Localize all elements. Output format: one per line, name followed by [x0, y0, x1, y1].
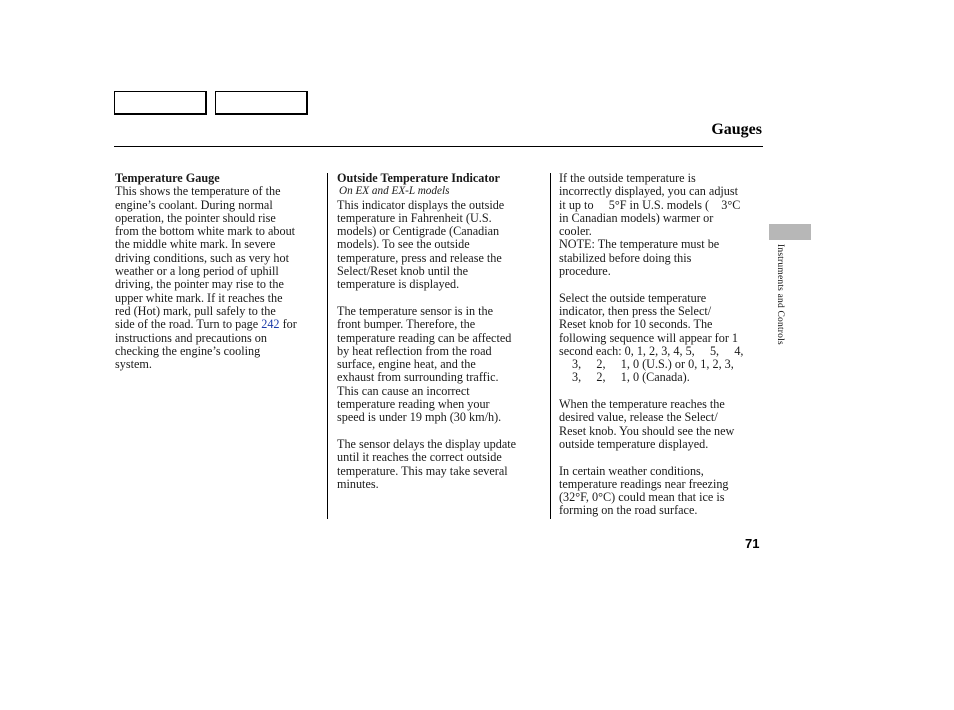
- note-line: NOTE: The temperature must be: [559, 237, 720, 252]
- body-line: Reset knob. You should see the new: [559, 423, 735, 438]
- body-line: models). To see the outside: [337, 237, 470, 252]
- body-line: This can cause an incorrect: [337, 383, 470, 398]
- body-line: indicator, then press the Select/: [559, 303, 712, 318]
- body-line: This shows the temperature of the: [115, 184, 281, 199]
- paragraph: [559, 172, 761, 278]
- link-line-text: side of the road. Turn to page: [115, 317, 262, 332]
- body-line: second each: 0, 1, 2, 3, 4, 5, 5, 4,: [559, 343, 744, 358]
- paragraph: [337, 305, 545, 425]
- section-tab-marker: [769, 224, 811, 240]
- body-line: instructions and precautions on: [115, 330, 267, 345]
- body-line: checking the engine’s cooling: [115, 343, 261, 358]
- body-line: exhaust from surrounding traffic.: [337, 370, 499, 385]
- body-line: upper white mark. If it reaches the: [115, 290, 283, 305]
- body-line: Reset knob for 10 seconds. The: [559, 317, 713, 332]
- body-line: until it reaches the correct outside: [337, 450, 502, 465]
- note-line: procedure.: [559, 264, 611, 279]
- column-divider: [550, 173, 551, 519]
- paragraph: [559, 292, 761, 385]
- body-line: surface, engine heat, and the: [337, 357, 476, 372]
- page-242-link[interactable]: 242: [261, 317, 280, 332]
- body-line: temperature in Fahrenheit (U.S.: [337, 210, 492, 225]
- body-line: Select/Reset knob until the: [337, 264, 468, 279]
- paragraph: [337, 199, 545, 292]
- body-line: temperature reading can be affected: [337, 330, 512, 345]
- body-line: temperature. This may take several: [337, 463, 508, 478]
- body-line: forming on the road surface.: [559, 503, 698, 518]
- body-line: from the bottom white mark to about: [115, 224, 296, 239]
- sequence-line: 3, 2, 1, 0 (U.S.) or 0, 1, 2, 3,: [572, 357, 734, 372]
- body-line: following sequence will appear for 1: [559, 330, 739, 345]
- body-line: red (Hot) mark, pull safely to the: [115, 303, 276, 318]
- body-line: Select the outside temperature: [559, 290, 707, 305]
- column-temperature-gauge: [115, 172, 323, 371]
- body-line: The temperature sensor is in the: [337, 303, 494, 318]
- outside-temperature-heading: Outside Temperature Indicator: [337, 171, 500, 185]
- body-line: This indicator displays the outside: [337, 197, 505, 212]
- body-line: temperature is displayed.: [337, 277, 460, 292]
- body-line-with-link: [115, 318, 323, 331]
- page-number: 71: [745, 536, 760, 551]
- section-title: Gauges: [711, 121, 762, 138]
- column-outside-temperature: [337, 172, 545, 504]
- body-line: temperature reading when your: [337, 397, 490, 412]
- body-line: cooler.: [559, 224, 592, 239]
- next-page-button[interactable]: [215, 91, 308, 115]
- sequence-line: 3, 2, 1, 0 (Canada).: [572, 370, 690, 385]
- column-adjustment: [559, 172, 761, 531]
- link-line-suffix: for: [279, 317, 297, 332]
- note-line: stabilized before doing this: [559, 250, 692, 265]
- body-line: driving, the pointer may rise to the: [115, 277, 284, 292]
- body-line: front bumper. Therefore, the: [337, 317, 476, 332]
- body-line: The sensor delays the display update: [337, 436, 517, 451]
- body-line: incorrectly displayed, you can adjust: [559, 184, 739, 199]
- paragraph: [337, 438, 545, 491]
- body-line: (32°F, 0°C) could mean that ice is: [559, 490, 725, 505]
- body-line: engine’s coolant. During normal: [115, 197, 273, 212]
- body-line: operation, the pointer should rise: [115, 210, 276, 225]
- body-line: In certain weather conditions,: [559, 463, 704, 478]
- section-tab-label: Instruments and Controls: [775, 244, 785, 345]
- body-line: If the outside temperature is: [559, 171, 696, 185]
- body-line: speed is under 19 mph (30 km/h).: [337, 410, 502, 425]
- model-applicability-note: On EX and EX-L models: [339, 185, 450, 198]
- body-line: models) or Centigrade (Canadian: [337, 224, 500, 239]
- body-line: outside temperature displayed.: [559, 436, 709, 451]
- body-line: desired value, release the Select/: [559, 410, 718, 425]
- body-line: When the temperature reaches the: [559, 397, 725, 412]
- column-divider: [327, 173, 328, 519]
- body-line: temperature, press and release the: [337, 250, 502, 265]
- paragraph: [559, 465, 761, 518]
- body-line: it up to 5°F in U.S. models ( 3°C: [559, 197, 741, 212]
- body-line: temperature readings near freezing: [559, 476, 729, 491]
- body-line: in Canadian models) warmer or: [559, 210, 714, 225]
- body-line: by heat reflection from the road: [337, 343, 492, 358]
- temperature-gauge-heading: Temperature Gauge: [115, 171, 220, 185]
- body-line: weather or a long period of uphill: [115, 264, 279, 279]
- body-line: the middle white mark. In severe: [115, 237, 276, 252]
- previous-page-button[interactable]: [114, 91, 207, 115]
- body-line: system.: [115, 357, 152, 372]
- header-rule: [114, 146, 763, 147]
- body-line: minutes.: [337, 476, 379, 491]
- body-line: driving conditions, such as very hot: [115, 250, 289, 265]
- paragraph: [559, 398, 761, 451]
